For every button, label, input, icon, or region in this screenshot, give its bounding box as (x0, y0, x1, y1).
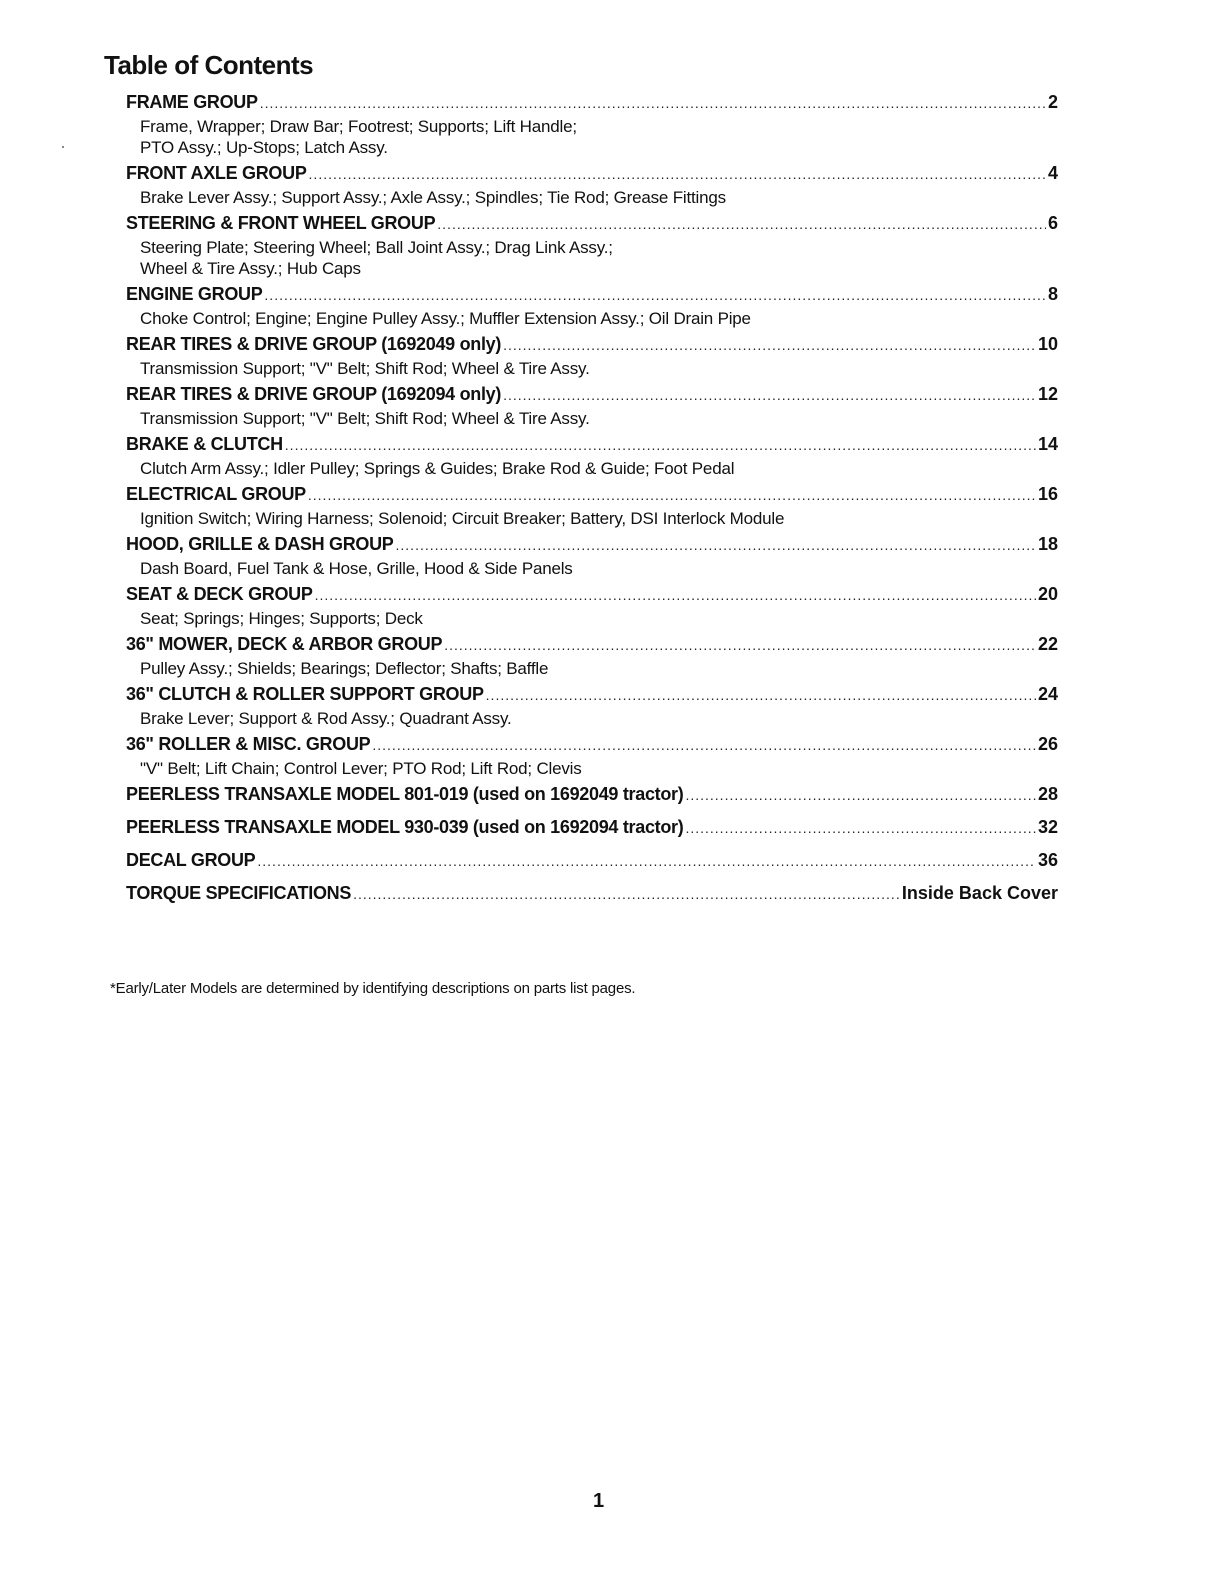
dot-leader (260, 95, 1046, 111)
toc-entry-row (126, 684, 1058, 708)
toc-entry-description: "V" Belt; Lift Chain; Control Lever; PTO Rod; Lift Rod; Clevis (140, 759, 582, 778)
dot-leader (372, 737, 1036, 753)
toc-entry-row (126, 634, 1058, 658)
toc-entry-heading: ELECTRICAL GROUP (126, 484, 306, 504)
toc-entry-heading: REAR TIRES & DRIVE GROUP (1692049 only) (126, 334, 502, 354)
toc-entry-heading: PEERLESS TRANSAXLE MODEL 930-039 (used on 1692094 tractor) (126, 817, 684, 837)
toc-entry-description: Choke Control; Engine; Engine Pulley Assy.; Muffler Extension Assy.; Oil Drain Pipe (140, 309, 751, 328)
toc-entry-description: Transmission Support; "V" Belt; Shift Rod; Wheel & Tire Assy. (140, 409, 590, 428)
toc-entry (126, 883, 1058, 907)
toc-entry-page: 32 (1037, 817, 1058, 837)
dot-leader (309, 166, 1046, 182)
toc-entry-heading: STEERING & FRONT WHEEL GROUP (126, 213, 436, 233)
toc-entry-page: 16 (1037, 484, 1058, 504)
toc-entry (126, 534, 1058, 579)
dot-leader (503, 387, 1036, 403)
dot-leader (308, 487, 1036, 503)
toc-entry-page: 4 (1047, 163, 1058, 183)
toc-entry (126, 92, 1058, 158)
toc-entry-row (126, 334, 1058, 358)
toc-entry-heading: REAR TIRES & DRIVE GROUP (1692094 only) (126, 384, 502, 404)
toc-entry (126, 213, 1058, 279)
dot-leader (315, 587, 1036, 603)
toc-entry-description: Frame, Wrapper; Draw Bar; Footrest; Supports; Lift Handle; (140, 117, 577, 136)
toc-entry-heading: BRAKE & CLUTCH (126, 434, 283, 454)
dot-leader (685, 820, 1036, 836)
dot-leader (503, 337, 1036, 353)
toc-entry-description: Brake Lever; Support & Rod Assy.; Quadrant Assy. (140, 709, 512, 728)
toc-entry-page: 18 (1037, 534, 1058, 554)
toc-entry-heading: PEERLESS TRANSAXLE MODEL 801-019 (used on 1692049 tractor) (126, 784, 684, 804)
toc-entry-page: Inside Back Cover (901, 883, 1058, 903)
scan-speck (62, 146, 64, 148)
toc-entry-heading: FRONT AXLE GROUP (126, 163, 307, 183)
dot-leader (685, 787, 1036, 803)
toc-entry-page: 8 (1047, 284, 1058, 304)
dot-leader (285, 437, 1036, 453)
footnote: *Early/Later Models are determined by identifying descriptions on parts list pages. (110, 980, 636, 997)
toc-entry-description: PTO Assy.; Up-Stops; Latch Assy. (140, 138, 388, 157)
toc-entry-page: 20 (1037, 584, 1058, 604)
toc-entry-row (126, 484, 1058, 508)
toc-entry (126, 334, 1058, 379)
dot-leader (486, 687, 1036, 703)
toc-entry-page: 36 (1037, 850, 1058, 870)
toc-entry-heading: SEAT & DECK GROUP (126, 584, 313, 604)
dot-leader (353, 886, 900, 902)
toc-entry-heading: HOOD, GRILLE & DASH GROUP (126, 534, 394, 554)
toc-entry (126, 784, 1058, 808)
toc-entry-heading: 36" MOWER, DECK & ARBOR GROUP (126, 634, 443, 654)
toc-entry-description: Brake Lever Assy.; Support Assy.; Axle Assy.; Spindles; Tie Rod; Grease Fittings (140, 188, 726, 207)
dot-leader (437, 216, 1046, 232)
toc-entry-page: 14 (1037, 434, 1058, 454)
toc-entry-description: Clutch Arm Assy.; Idler Pulley; Springs & Guides; Brake Rod & Guide; Foot Pedal (140, 459, 735, 478)
toc-entry-row (126, 734, 1058, 758)
toc-entry-heading: TORQUE SPECIFICATIONS (126, 883, 352, 903)
toc-entry-row (126, 584, 1058, 608)
toc-entry-row (126, 213, 1058, 237)
toc-entry-heading: 36" ROLLER & MISC. GROUP (126, 734, 371, 754)
dot-leader (257, 853, 1036, 869)
toc-entry (126, 584, 1058, 629)
toc-entry-description: Pulley Assy.; Shields; Bearings; Deflector; Shafts; Baffle (140, 659, 549, 678)
toc-entry-description: Dash Board, Fuel Tank & Hose, Grille, Hood & Side Panels (140, 559, 573, 578)
toc-entry (126, 484, 1058, 529)
toc-entry-row (126, 784, 1058, 808)
toc-entry-row (126, 850, 1058, 874)
table-of-contents (126, 92, 1058, 916)
toc-entry (126, 284, 1058, 329)
dot-leader (396, 537, 1036, 553)
toc-entry-description: Wheel & Tire Assy.; Hub Caps (140, 259, 361, 278)
dot-leader (264, 287, 1046, 303)
toc-entry-description: Ignition Switch; Wiring Harness; Solenoid; Circuit Breaker; Battery, DSI Interlock Module (140, 509, 785, 528)
toc-entry-page: 12 (1037, 384, 1058, 404)
toc-entry-page: 6 (1047, 213, 1058, 233)
toc-entry-page: 22 (1037, 634, 1058, 654)
page-number: 1 (592, 1490, 605, 1512)
toc-entry-description: Transmission Support; "V" Belt; Shift Rod; Wheel & Tire Assy. (140, 359, 590, 378)
toc-entry-row (126, 92, 1058, 116)
toc-entry-row (126, 163, 1058, 187)
toc-entry (126, 384, 1058, 429)
toc-entry (126, 734, 1058, 779)
toc-entry-row (126, 817, 1058, 841)
toc-entry-row (126, 434, 1058, 458)
dot-leader (444, 637, 1036, 653)
toc-entry-page: 28 (1037, 784, 1058, 804)
toc-entry (126, 634, 1058, 679)
toc-entry (126, 850, 1058, 874)
page-title: Table of Contents (104, 50, 314, 80)
toc-entry-heading: FRAME GROUP (126, 92, 258, 112)
toc-entry-heading: 36" CLUTCH & ROLLER SUPPORT GROUP (126, 684, 484, 704)
toc-entry-row (126, 883, 1058, 907)
toc-entry-page: 26 (1037, 734, 1058, 754)
toc-entry-row (126, 384, 1058, 408)
toc-entry (126, 684, 1058, 729)
toc-entry-row (126, 534, 1058, 558)
toc-entry (126, 163, 1058, 208)
toc-entry-page: 24 (1037, 684, 1058, 704)
toc-entry-page: 10 (1037, 334, 1058, 354)
toc-entry-description: Seat; Springs; Hinges; Supports; Deck (140, 609, 423, 628)
toc-entry (126, 434, 1058, 479)
toc-entry-page: 2 (1047, 92, 1058, 112)
toc-entry (126, 817, 1058, 841)
toc-entry-heading: ENGINE GROUP (126, 284, 263, 304)
toc-entry-row (126, 284, 1058, 308)
toc-entry-heading: DECAL GROUP (126, 850, 256, 870)
toc-entry-description: Steering Plate; Steering Wheel; Ball Joint Assy.; Drag Link Assy.; (140, 238, 613, 257)
